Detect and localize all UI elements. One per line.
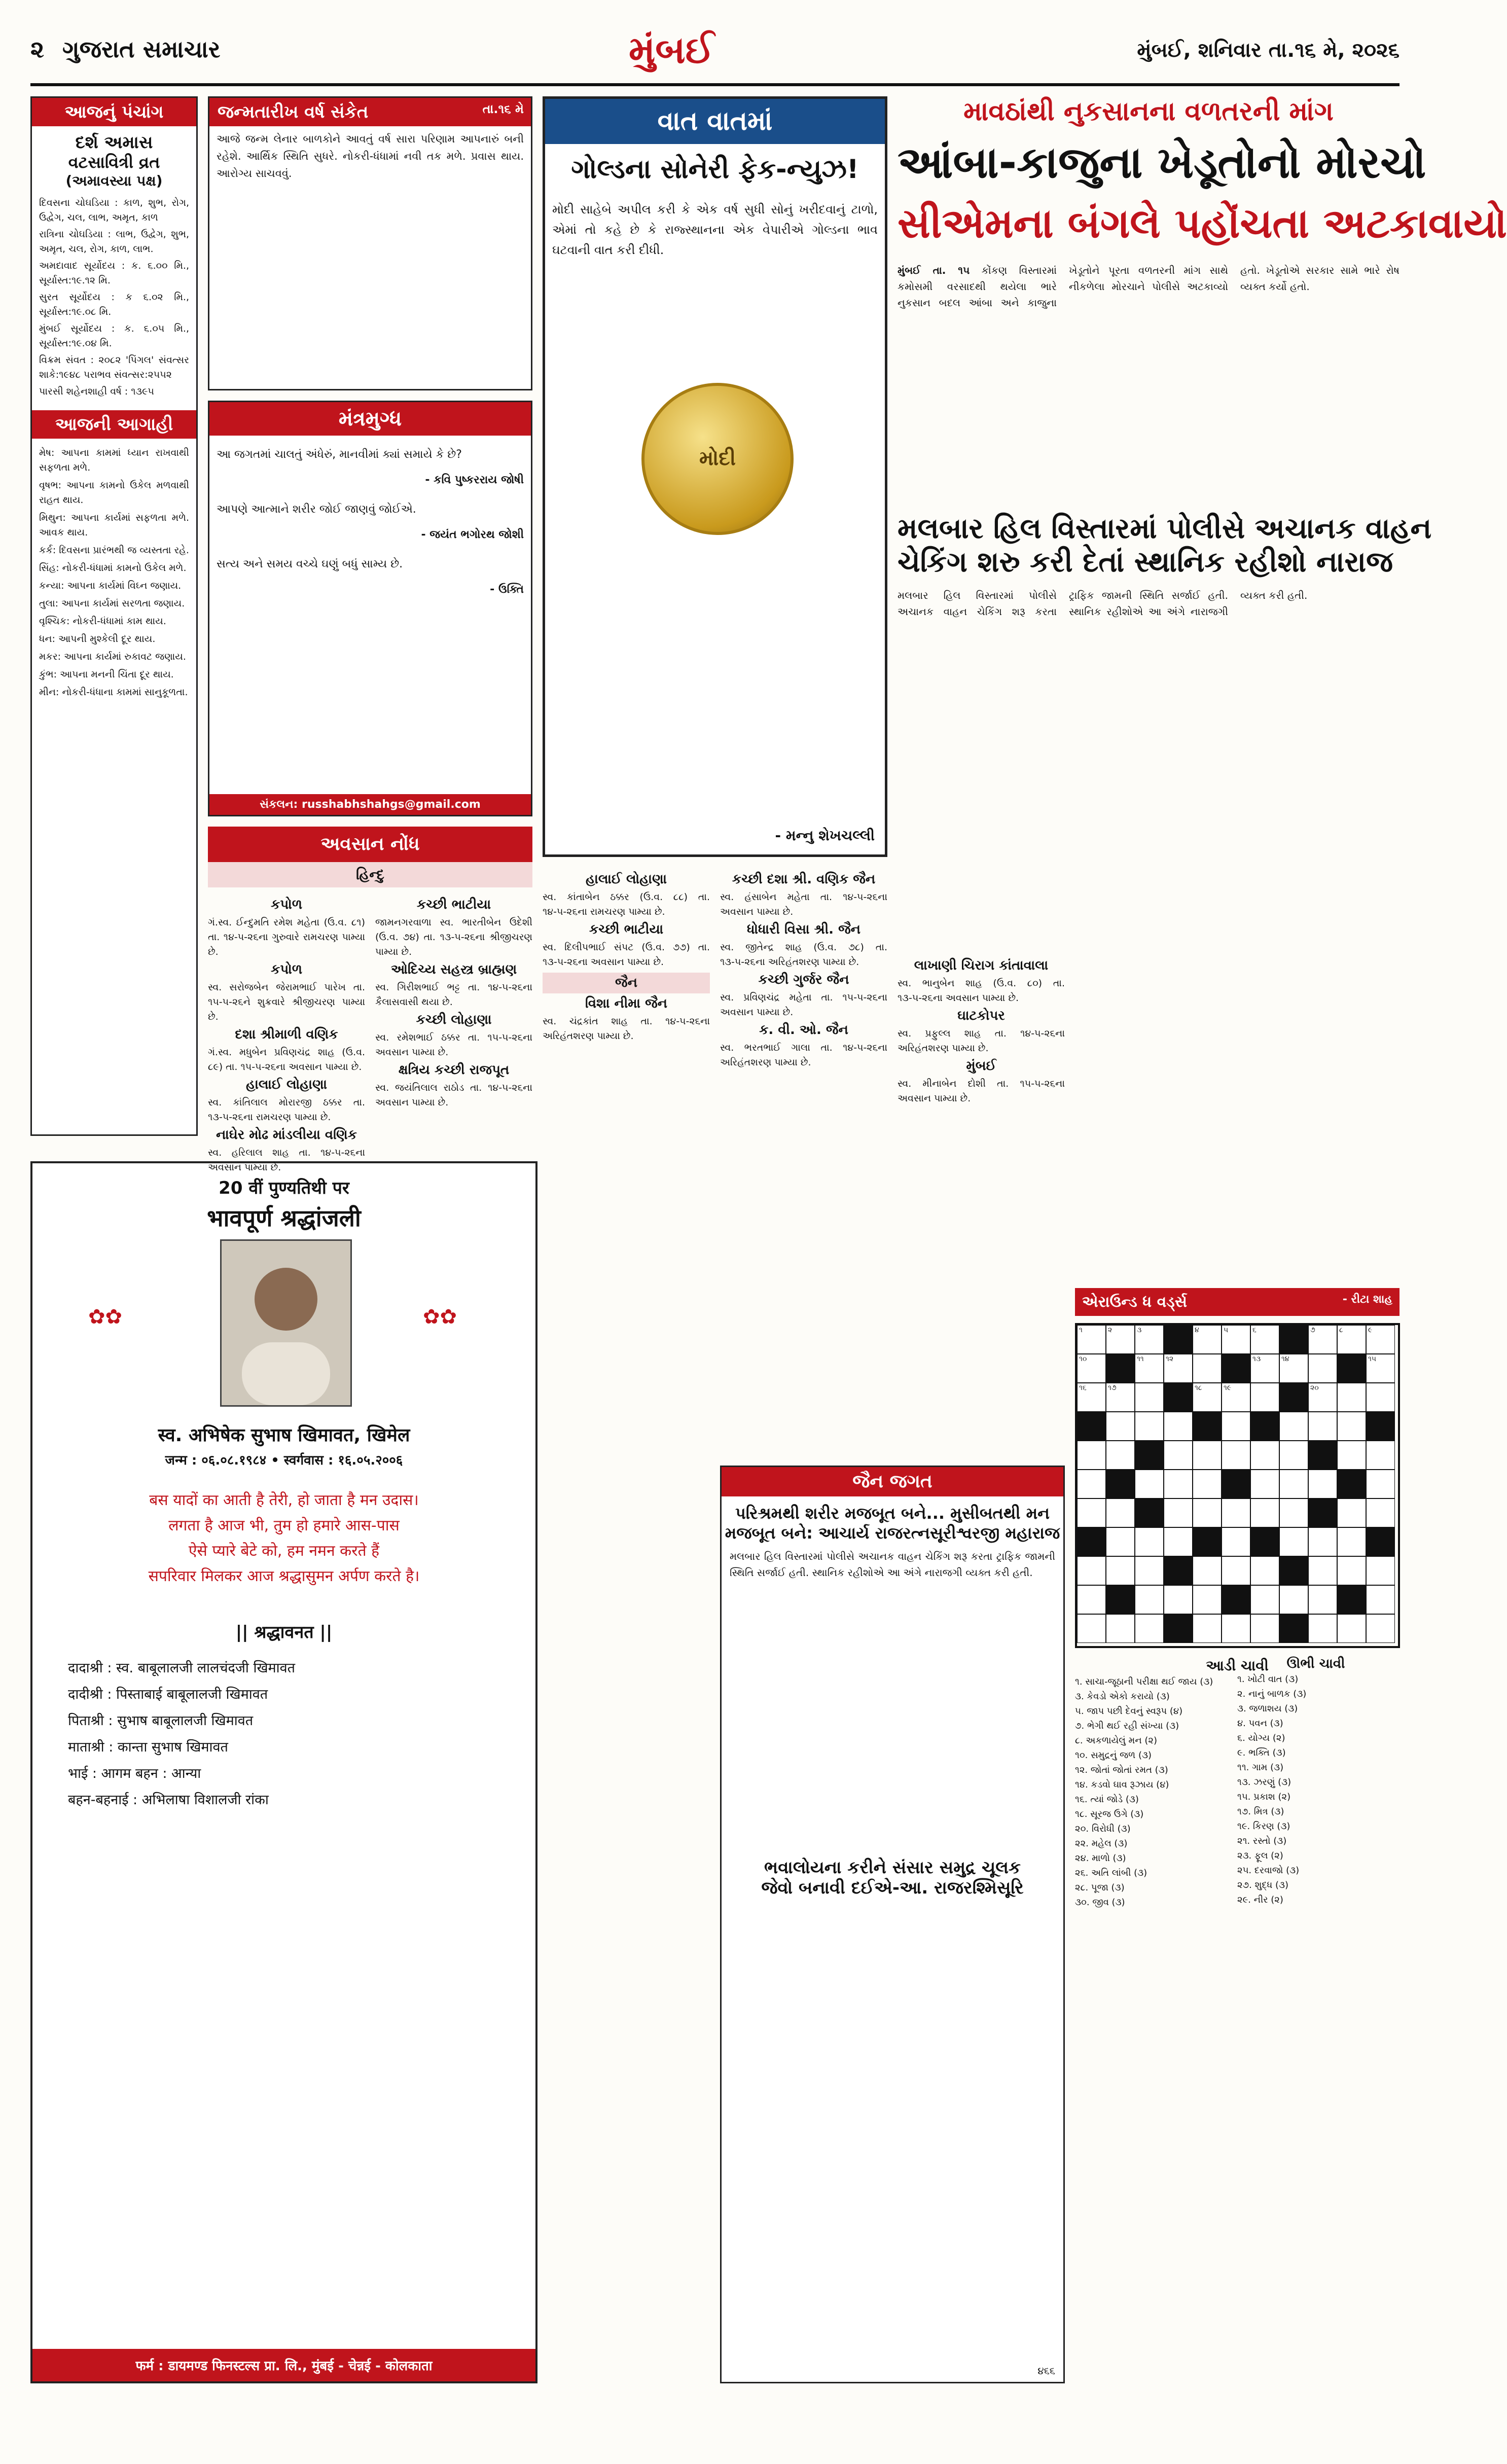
crossword-grid[interactable] — [1075, 1323, 1400, 1648]
crossword-cell[interactable] — [1366, 1325, 1395, 1354]
crossword-block — [1366, 1527, 1395, 1556]
crossword-block — [1279, 1614, 1308, 1643]
birthday-text: આજે જન્મ લેનાર બાળકોને આવતું વર્ષ સારા પરિણામ આપનારું બની રહેશે. આર્થિક સ્થિતિ સુધરે. નોકરી-ધંધામાં નવી તક મળે. પ્રવાસ થાય. આરોગ્ય સાચવવું. — [217, 133, 524, 180]
down-clue: ૨૫. દરવાજો (૩) — [1237, 1865, 1300, 1876]
across-clue: ૨૦. વિરોધી (૩) — [1075, 1824, 1131, 1834]
crossword-cell[interactable] — [1308, 1527, 1337, 1556]
across-clue: ૩. કેવડો એકો કરાયો (૩) — [1075, 1691, 1170, 1702]
across-clue: ૨૨. મહેલ (૩) — [1075, 1838, 1128, 1849]
crossword-block — [1193, 1412, 1222, 1441]
cell-number: ૧૫ — [1368, 1355, 1377, 1363]
crossword-block — [1135, 1441, 1164, 1470]
horoscope-header: આજની આગાહી — [32, 410, 196, 439]
crossword-cell[interactable] — [1279, 1412, 1308, 1441]
mantra-header: મંત્રમુગ્ધ — [209, 402, 531, 436]
cell-number: ૨ — [1108, 1326, 1113, 1334]
cell-number: ૧૩ — [1252, 1355, 1261, 1363]
quote-list: આ જગતમાં ચાલતું અંધેરું, માનવીમાં ક્યાં સમાયે કે છે? - કવિ પુષ્કરરાય જોષી આપણે આત્માને શરીર જોઈ જાણવું જોઈએ. - જયંત ભગોરથ જોશી સત્ય અને સમય વચ્ચે ઘણું બધું સામ્ય છે. - ઉક્તિ — [217, 448, 524, 596]
lead-body: મુંબઈ તા. ૧૫ કોંકણ વિસ્તારમાં કમોસમી વરસાદથી થયેલા ભારે નુકસાન બદલ આંબા અને કાજુના ખેડૂતોને પૂરતા વળતરની માંગ સાથે નીકળેલા મોરચાને પોલીસે અટકાવ્યો હતો. ખેડૂતોએ સરકાર સામે ભારે રોષ વ્યક્ત કર્યો હતો. — [898, 264, 1400, 309]
crossword-cell[interactable] — [1250, 1470, 1279, 1498]
crossword-cell[interactable] — [1193, 1556, 1222, 1585]
across-clue: ૧૬. ત્યાં જોડે (૩) — [1075, 1794, 1139, 1805]
crossword-cell[interactable] — [1222, 1498, 1250, 1527]
birthday-header: જન્મતારીખ વર્ષ સંકેત તા.૧૬ મે — [209, 98, 531, 126]
crossword-cell[interactable] — [1366, 1585, 1395, 1614]
tribute-title: भावपूर्ण श्रद्धांजली — [207, 1204, 361, 1232]
crossword-block — [1279, 1325, 1308, 1354]
cell-number: ૯ — [1368, 1326, 1373, 1334]
across-clue: ૧. સાચા-જૂઠાની પરીક્ષા થઈ જાય (૩) — [1075, 1676, 1213, 1687]
crossword-block — [1135, 1498, 1164, 1527]
crossword-cell[interactable] — [1279, 1441, 1308, 1470]
crossword-cell[interactable] — [1077, 1383, 1106, 1412]
panchang-subtitle: વટસાવિત્રી વ્રત — [68, 153, 160, 172]
horoscope-list: મેષ: આપના કામમાં ધ્યાન રાખવાથી સફળતા મળે. વૃષભ: આપના કામનો ઉકેલ મળવાથી રાહત થાય. મિથુન: આપના કાર્યમાં સફળતા મળે. આવક થાય. કર્ક: દિવસના પ્રારંભથી જ વ્યસ્તતા રહે. સિંહ: નોકરી-ધંધામાં કામનો ઉકેલ મળે. કન્યા: આપના કાર્યમાં વિઘ્ન જણાય. તુલા: આપના કાર્યમાં સરળતા જણાય. વૃશ્ચિક: નોકરી-ધંધામાં કામ થાય. ધન: આપની મુશ્કેલી દૂર થાય. મકર: આપના કાર્યમાં રુકાવટ જણાય. કુંભ: આપના મનની ચિંતા દૂર થાય. મીન: નોકરી-ધંધાના કામમાં સાનુકૂળતા. — [39, 447, 189, 698]
crossword-cell[interactable] — [1135, 1325, 1164, 1354]
crossword-cell[interactable] — [1279, 1498, 1308, 1527]
crossword-cell[interactable] — [1250, 1441, 1279, 1470]
lead-story — [898, 96, 1507, 502]
crossword-cell[interactable] — [1077, 1441, 1106, 1470]
crossword-cell[interactable] — [1193, 1470, 1222, 1498]
crossword-cell[interactable] — [1135, 1412, 1164, 1441]
crossword-cell[interactable] — [1222, 1556, 1250, 1585]
crossword-block — [1222, 1585, 1250, 1614]
down-clue: ૨૧. રસ્તો (૩) — [1237, 1836, 1287, 1846]
across-clue: ૫. જાપ પછી દેવનું સ્વરૂપ (૪) — [1075, 1706, 1183, 1717]
birthday-box — [208, 96, 532, 390]
crossword-cell[interactable] — [1164, 1441, 1193, 1470]
crossword-cell[interactable] — [1337, 1383, 1366, 1412]
crossword-cell[interactable] — [1106, 1412, 1135, 1441]
across-clue: ૧૮. સૂરજ ઉગે (૩) — [1075, 1809, 1144, 1819]
crossword-cell[interactable] — [1222, 1441, 1250, 1470]
feature-title: ગોલ્ડના સોનેરી ફેક-ન્યુઝ! — [571, 154, 859, 185]
down-clue: ૩. જળાશય (૩) — [1237, 1703, 1298, 1714]
crossword-cell[interactable] — [1077, 1354, 1106, 1383]
down-clue: ૧. ખોટી વાત (૩) — [1237, 1674, 1299, 1685]
cell-number: ૧૯ — [1224, 1384, 1232, 1392]
crossword-cell[interactable] — [1077, 1556, 1106, 1585]
crossword-block — [1164, 1614, 1193, 1643]
cell-number: ૨૦ — [1310, 1384, 1319, 1392]
crossword-cell[interactable] — [1193, 1325, 1222, 1354]
crossword-cell[interactable] — [1222, 1614, 1250, 1643]
feature-header: વાત વાતમાં — [545, 99, 885, 144]
crossword-cell[interactable] — [1366, 1614, 1395, 1643]
crossword-cell[interactable] — [1308, 1412, 1337, 1441]
crossword-cell[interactable] — [1106, 1325, 1135, 1354]
crossword-cell[interactable] — [1366, 1441, 1395, 1470]
cell-number: ૭ — [1310, 1326, 1315, 1334]
panchang-details: દિવસના ચોઘડિયા : કાળ, શુભ, રોગ, ઉદ્વેગ, ચલ, લાભ, અમૃત, કાળ રાત્રિના ચોઘડિયા : લાભ, ઉદ્વેગ, શુભ, અમૃત, ચલ, રોગ, કાળ, લાભ. અમદાવાદ સૂર્યોદય : ક. ૬.૦૦ મિ., સૂર્યાસ્ત:૧૯.૧૨ મિ. સુરત સૂર્યોદય : ક ૬.૦૨ મિ., સૂર્યાસ્ત:૧૯.૦૮ મિ. મુંબઈ સૂર્યોદય : ક. ૬.૦૫ મિ., સૂર્યાસ્ત:૧૯.૦૪ મિ. વિક્રમ સંવત : ૨૦૮૨ 'પિંગલ' સંવત્સર શાકે:૧૯૪૮ પરાભવ સંવત્સર:૨૫૫૨ પારસી શહેનશાહી વર્ષ : ૧૩૯૫ — [39, 197, 189, 397]
obituary-header: અવસાન નોંધ — [208, 827, 532, 862]
crossword-cell[interactable] — [1077, 1585, 1106, 1614]
crossword-block — [1279, 1383, 1308, 1412]
crossword-cell[interactable] — [1308, 1614, 1337, 1643]
across-clue: ૨૮. પૂજા (૩) — [1075, 1882, 1125, 1893]
lead-headline-2: સીએમના બંગલે પહોંચતા અટકાવાયો — [898, 200, 1507, 247]
down-clue: ૧૫. પ્રકાશ (૨) — [1237, 1792, 1291, 1802]
section-title: મુંબઈ — [629, 28, 714, 72]
feature-intro: મોદી સાહેબે અપીલ કરી કે એક વર્ષ સુધી સોનું ખરીદવાનું ટાળો, એમાં તો કહે છે કે રાજ્સ્થાનના એક વેપારીએ ગોલ્ડના ભાવ ઘટવાની વાત કરી દીધી. — [552, 202, 878, 257]
crossword-cell[interactable] — [1106, 1614, 1135, 1643]
second-story — [898, 512, 1432, 948]
crossword-cell[interactable] — [1222, 1412, 1250, 1441]
jain-section — [720, 1466, 1065, 2383]
crossword-cell[interactable] — [1193, 1354, 1222, 1383]
obituary-column-2: કચ્છી ભાટીયા જામનગરવાળા સ્વ. ભારતીબેન ઉદેશી (ઉ.વ. ૭૪) તા. ૧૩-૫-૨૬ના શ્રીજીચરણ પામ્યા છે. ઓદિચ્ય સહસ્ત્ર બ્રાહ્મણ સ્વ. ગિરીશભાઈ ભટ્ટ તા. ૧૪-૫-૨૬ના કૈલાસવાસી થયા છે. કચ્છી લોહાણા સ્વ. રમેશભાઈ ઠક્કર તા. ૧૫-૫-૨૬ના અવસાન પામ્યા છે. ક્ષત્રિય કચ્છી રાજપૂત સ્વ. જયંતિલાલ રાઠોડ તા. ૧૪-૫-૨૬ના અવસાન પામ્યા છે. — [375, 897, 532, 1108]
second-body: મલબાર હિલ વિસ્તારમાં પોલીસે અચાનક વાહન ચેકિંગ શરૂ કરતા ટ્રાફિક જામની સ્થિતિ સર્જાઈ હતી. સ્થાનિક રહીશોએ આ અંગે નારાજગી વ્યક્ત કરી હતી. — [898, 589, 1308, 618]
masthead — [30, 26, 1400, 86]
crossword-cell[interactable] — [1222, 1325, 1250, 1354]
crossword-cell[interactable] — [1308, 1354, 1337, 1383]
crossword-cell[interactable] — [1366, 1383, 1395, 1412]
obituary-column-3: હાલાઈ લોહાણા સ્વ. કાંતાબેન ઠક્કર (ઉ.વ. ૮૮) તા. ૧૪-૫-૨૬ના રામચરણ પામ્યા છે. કચ્છી ભાટીયા સ્વ. દિલીપભાઈ સંપટ (ઉ.વ. ૭૭) તા. ૧૩-૫-૨૬ના અવસાન પામ્યા છે. જૈન વિશા નીમા જૈન સ્વ. ચંદ્રકાંત શાહ તા. ૧૪-૫-૨૬ના અરિહંતશરણ પામ્યા છે. — [543, 872, 710, 1042]
crossword-cell[interactable] — [1135, 1556, 1164, 1585]
lead-kicker: માવઠાંથી નુકસાનના વળતરની માંગ — [963, 96, 1334, 127]
cell-number: ૧૨ — [1166, 1355, 1174, 1363]
tribute-name: स्व. अभिषेक सुभाष खिमावत, खिमेल — [158, 1425, 410, 1446]
crossword-cell[interactable] — [1337, 1412, 1366, 1441]
cell-number: ૧૭ — [1108, 1384, 1117, 1392]
down-clue: ૧૧. ગામ (૩) — [1237, 1762, 1284, 1773]
crossword-block — [1106, 1354, 1135, 1383]
crossword-cell[interactable] — [1106, 1383, 1135, 1412]
crossword-cell[interactable] — [1193, 1585, 1222, 1614]
crossword-block — [1279, 1556, 1308, 1585]
crossword-cell[interactable] — [1077, 1470, 1106, 1498]
crossword-cell[interactable] — [1337, 1498, 1366, 1527]
down-clue: ૧૯. કિરણ (૩) — [1237, 1821, 1290, 1832]
panchang-title: દર્શ અમાસ — [75, 132, 153, 153]
crossword-cell[interactable] — [1250, 1556, 1279, 1585]
across-clue: ૧૦. સમુદ્રનું જળ (૩) — [1075, 1750, 1152, 1761]
down-clue: ૨૭. શુદ્ધ (૩) — [1237, 1880, 1289, 1890]
across-clue: ૮. અકળાયેલું મન (૨) — [1075, 1735, 1158, 1746]
family-list: दादाश्री : स्व. बाबूलालजी लालचंदजी खिमावत दादीश्री : पिस्ताबाई बाबूलालजी खिमावत पिताश्री : सुभाष बाबूलालजी खिमावत माताश्री : कान्ता सुभाष खिमावत भाई : आगम बहन : आन्या बहन-बहनाई : अभिलाषा विशालजी रांका — [68, 1660, 296, 1808]
tribute-verse: बस यादों का आती है तेरी, हो जाता है मन उदास। लगता है आज भी, तुम हो हमारे आस-पास ऐसे प्यारे बेटे को, हम नमन करते हैं सपरिवार मिलकर आज श्रद्धासुमन अर्पण करते है। — [148, 1491, 420, 1585]
crossword-block — [1337, 1354, 1366, 1383]
masthead-date: મુંબઈ, શનિવાર તા.૧૬ મે, ૨૦૨૬ — [1137, 39, 1400, 62]
crossword-block — [1106, 1585, 1135, 1614]
obituary-column-1: કપોળ ગં.સ્વ. ઈન્દુમતિ રમેશ મહેતા (ઉ.વ. ૮૧) તા. ૧૪-૫-૨૬ના ગુરુવારે રામચરણ પામ્યા છે. કપોળ સ્વ. સરોજબેન જેરામભાઈ પારેખ તા. ૧૫-૫-૨૬ને શુક્રવારે શ્રીજીચરણ પામ્યા છે. દશા શ્રીમાળી વણિક ગં.સ્વ. મધુબેન પ્રવિણચંદ્ર શાહ (ઉ.વ. ૮૯) તા. ૧૫-૫-૨૬ના અવસાન પામ્યા છે. હાલાઈ લોહાણા સ્વ. કાંતિલાલ મોરારજી ઠક્કર તા. ૧૩-૫-૨૬ના રામચરણ પામ્યા છે. નાઘેર મોઢ માંડલીયા વણિક સ્વ. હરિલાલ શાહ તા. ૧૪-૫-૨૬ના અવસાન પામ્યા છે. — [208, 897, 365, 1173]
feature-box — [543, 96, 887, 857]
crossword-cell[interactable] — [1193, 1614, 1222, 1643]
family-header: || श्रद्धावनत || — [235, 1622, 333, 1642]
crossword-cell[interactable] — [1222, 1383, 1250, 1412]
crossword-block — [1337, 1470, 1366, 1498]
crossword-cell[interactable] — [1337, 1441, 1366, 1470]
crossword-cell[interactable] — [1308, 1325, 1337, 1354]
crossword-cell[interactable] — [1337, 1527, 1366, 1556]
page-number-and-paper: ૨ ગુજરાત સમાચાર — [30, 35, 221, 63]
obituary-column-4: કચ્છી દશા શ્રી. વણિક જૈન સ્વ. હંસાબેન મહેતા તા. ૧૪-૫-૨૬ના અવસાન પામ્યા છે. ધોધારી વિસા શ્રી. જૈન સ્વ. જીતેન્દ્ર શાહ (ઉ.વ. ૭૮) તા. ૧૩-૫-૨૬ના અરિહંતશરણ પામ્યા છે. કચ્છી ગુર્જર જૈન સ્વ. પ્રવિણચંદ્ર મહેતા તા. ૧૫-૫-૨૬ના અવસાન પામ્યા છે. ક. વી. ઓ. જૈન સ્વ. ભરતભાઈ ગાલા તા. ૧૪-૫-૨૬ના અરિહંતશરણ પામ્યા છે. — [720, 872, 887, 1068]
tribute-footer: फर्म : डायमण्ड फिनस्टल्स प्रा. लि., मुंबई - चेन्नई - कोलकाता — [32, 2349, 535, 2381]
across-clues — [1075, 1674, 1232, 1910]
down-header: ઊભી ચાવી — [1286, 1656, 1345, 1671]
across-header: આડી ચાવી — [1206, 1657, 1269, 1674]
down-clue: ૧૭. મિત્ર (૩) — [1237, 1806, 1284, 1817]
crossword-cell[interactable] — [1250, 1498, 1279, 1527]
jain-headline-2: મજબૂત બને: આચાર્ય રાજરત્નસૂરીશ્વરજી મહારાજ — [725, 1523, 1060, 1543]
crossword-cell[interactable] — [1279, 1527, 1308, 1556]
crossword-box — [1075, 1288, 1400, 2378]
crossword-cell[interactable] — [1135, 1614, 1164, 1643]
cell-number: ૧૧ — [1137, 1355, 1144, 1363]
crossword-cell[interactable] — [1250, 1614, 1279, 1643]
crossword-header: એરાઉન્ડ ધ વર્ડ્સ - રીટા શાહ — [1075, 1288, 1400, 1316]
jain-story-1: મલબાર હિલ વિસ્તારમાં પોલીસે અચાનક વાહન ચેકિંગ શરૂ કરતા ટ્રાફિક જામની સ્થિતિ સર્જાઈ હતી. સ્થાનિક રહીશોએ આ અંગે નારાજગી વ્યક્ત કરી હતી. — [730, 1550, 1055, 1579]
crossword-cell[interactable] — [1366, 1354, 1395, 1383]
crossword-cell[interactable] — [1135, 1527, 1164, 1556]
panchang-paksha: (અમાવસ્યા પક્ષ) — [65, 172, 163, 189]
crossword-cell[interactable] — [1337, 1325, 1366, 1354]
cell-number: ૪ — [1195, 1326, 1199, 1334]
cell-number: ૧૮ — [1195, 1384, 1202, 1392]
crossword-block — [1106, 1470, 1135, 1498]
crossword-cell[interactable] — [1164, 1498, 1193, 1527]
crossword-cell[interactable] — [1337, 1614, 1366, 1643]
crossword-block — [1222, 1354, 1250, 1383]
crossword-block — [1222, 1470, 1250, 1498]
crossword-cell[interactable] — [1077, 1325, 1106, 1354]
crossword-cell[interactable] — [1106, 1441, 1135, 1470]
crossword-cell[interactable] — [1250, 1325, 1279, 1354]
crossword-block — [1337, 1585, 1366, 1614]
crossword-cell[interactable] — [1250, 1383, 1279, 1412]
tribute-header: 20 वीं पुण्यतिथी पर — [219, 1178, 349, 1198]
crossword-cell[interactable] — [1135, 1470, 1164, 1498]
cell-number: ૬ — [1252, 1326, 1257, 1334]
crossword-block — [1250, 1412, 1279, 1441]
down-clue: ૪. પવન (૩) — [1237, 1718, 1283, 1729]
jain-headline-3: ભવાલોયના કરીને સંસાર સમુદ્ર ચૂલક — [764, 1858, 1021, 1878]
jain-headline-1: પરિશ્રમથી શરીર મજબૂત બને... મુસીબતથી મન — [735, 1504, 1050, 1523]
crossword-cell[interactable] — [1366, 1556, 1395, 1585]
across-clue: ૨૬. અતિ લાંબી (૩) — [1075, 1868, 1147, 1878]
lead-headline-1: આંબા-કાજુના ખેડૂતોનો મોરચો — [898, 137, 1426, 188]
crossword-cell[interactable] — [1366, 1470, 1395, 1498]
crossword-cell[interactable] — [1250, 1585, 1279, 1614]
crossword-block — [1164, 1325, 1193, 1354]
crossword-block — [1250, 1527, 1279, 1556]
tribute-dates: जन्म : ०६.०८.१९८४ • स्वर्गवास : १६.०५.२००६ — [165, 1453, 403, 1468]
across-clue: ૩૦. જીવ (૩) — [1075, 1897, 1125, 1908]
cell-number: ૫ — [1224, 1326, 1229, 1334]
cell-number: ૮ — [1339, 1326, 1343, 1334]
crossword-block — [1164, 1383, 1193, 1412]
page-code: ૪૬૬ — [1037, 2365, 1055, 2377]
obituary-column-5: લાખાણી ચિરાગ કાંતાવાલા સ્વ. ભાનુબેન શાહ (ઉ.વ. ૮૦) તા. ૧૩-૫-૨૬ના અવસાન પામ્યા છે. ઘાટકોપર સ્વ. પ્રફુલ્લ શાહ તા. ૧૪-૫-૨૬ના અરિહંતશરણ પામ્યા છે. મુંબઈ સ્વ. મીનાબેન દોશી તા. ૧૫-૫-૨૬ના અવસાન પામ્યા છે. — [898, 958, 1065, 1104]
crossword-cell[interactable] — [1279, 1585, 1308, 1614]
second-headline-1: મલબાર હિલ વિસ્તારમાં પોલીસે અચાનક વાહન — [898, 512, 1432, 545]
jain-header: જૈન જગત — [722, 1467, 1063, 1496]
crossword-cell[interactable] — [1308, 1470, 1337, 1498]
crossword-cell[interactable] — [1106, 1527, 1135, 1556]
crossword-cell[interactable] — [1077, 1614, 1106, 1643]
down-clue: ૯. ભક્તિ (૩) — [1237, 1747, 1286, 1758]
crossword-cell[interactable] — [1135, 1354, 1164, 1383]
crossword-cell[interactable] — [1279, 1470, 1308, 1498]
crossword-cell[interactable] — [1308, 1383, 1337, 1412]
panchang-box — [30, 96, 198, 1136]
cell-number: ૧૦ — [1079, 1355, 1087, 1363]
down-clue: ૧૩. ઝરણું (૩) — [1237, 1777, 1291, 1788]
crossword-cell[interactable] — [1366, 1498, 1395, 1527]
crossword-cell[interactable] — [1337, 1556, 1366, 1585]
crossword-block — [1308, 1498, 1337, 1527]
down-clue: ૨૩. ફૂલ (૨) — [1237, 1850, 1283, 1861]
crossword-cell[interactable] — [1193, 1383, 1222, 1412]
crossword-cell[interactable] — [1077, 1498, 1106, 1527]
crossword-cell[interactable] — [1135, 1383, 1164, 1412]
cell-number: ૧૪ — [1281, 1355, 1289, 1363]
mantra-box — [208, 401, 532, 816]
crossword-block — [1077, 1412, 1106, 1441]
down-clue: ૨. નાનું બાળક (૩) — [1237, 1689, 1307, 1699]
across-clue: ૭. ભેગી થઈ રહી સંખ્યા (૩) — [1075, 1721, 1179, 1731]
crossword-cell[interactable] — [1135, 1585, 1164, 1614]
crossword-cell[interactable] — [1164, 1527, 1193, 1556]
crossword-cell[interactable] — [1164, 1470, 1193, 1498]
crossword-cell[interactable] — [1193, 1498, 1222, 1527]
cell-number: ૧૬ — [1079, 1384, 1087, 1392]
crossword-block — [1164, 1556, 1193, 1585]
second-headline-2: ચેકિંગ શરુ કરી દેતાં સ્થાનિક રહીશો નારાજ — [898, 546, 1393, 579]
crossword-cell[interactable] — [1164, 1354, 1193, 1383]
down-clue: ૨૯. નીર (૨) — [1237, 1895, 1283, 1905]
flower-left-icon: ✿✿ — [88, 1305, 123, 1329]
crossword-cell[interactable] — [1308, 1556, 1337, 1585]
across-clue: ૧૨. જોતાં જોતાં રમત (૩) — [1075, 1765, 1168, 1775]
crossword-cell[interactable] — [1106, 1498, 1135, 1527]
flower-right-icon: ✿✿ — [423, 1305, 457, 1329]
down-clue: ૬. યોગ્ય (૨) — [1237, 1733, 1285, 1743]
feature-author: - મન્નુ શેખચલ્લી — [775, 827, 875, 844]
cell-number: ૧ — [1079, 1326, 1083, 1334]
crossword-block — [1077, 1527, 1106, 1556]
cell-number: ૩ — [1137, 1326, 1142, 1334]
mantra-contact: સંકલન: russhabhshahgs@gmail.com — [209, 794, 531, 815]
obituary-subheader: હિન્દુ — [208, 862, 532, 887]
crossword-block — [1366, 1412, 1395, 1441]
down-clues — [1237, 1672, 1394, 1907]
crossword-cell[interactable] — [1106, 1556, 1135, 1585]
crossword-cell[interactable] — [1279, 1354, 1308, 1383]
crossword-cell[interactable] — [1164, 1412, 1193, 1441]
crossword-block — [1308, 1441, 1337, 1470]
crossword-cell[interactable] — [1164, 1585, 1193, 1614]
crossword-cell[interactable] — [1193, 1441, 1222, 1470]
crossword-cell[interactable] — [1250, 1354, 1279, 1383]
across-clue: ૨૪. માળો (૩) — [1075, 1853, 1126, 1864]
crossword-block — [1193, 1527, 1222, 1556]
across-clue: ૧૪. કડવો ઘાવ રૂઝાય (૪) — [1075, 1779, 1169, 1790]
panchang-header: આજનું પંચાંગ — [32, 98, 196, 126]
gold-coin-image: મોદી — [641, 383, 794, 535]
crossword-cell[interactable] — [1308, 1585, 1337, 1614]
jain-headline-4: જેવો બનાવી દઈએ-આ. રાજરશ્મિસૂરિ — [761, 1878, 1024, 1898]
crossword-cell[interactable] — [1222, 1527, 1250, 1556]
